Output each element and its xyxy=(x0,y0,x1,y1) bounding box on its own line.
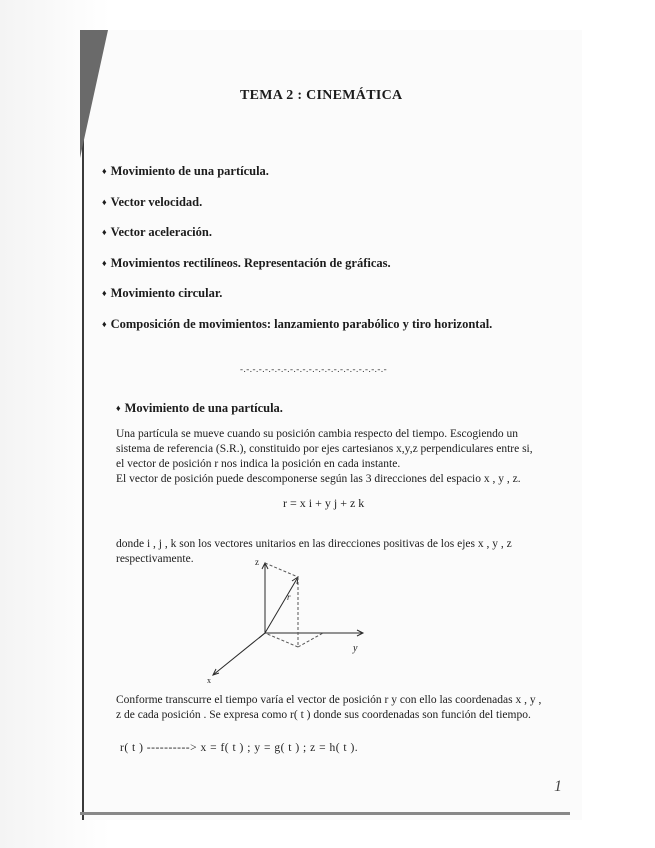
z-axis-label: z xyxy=(255,557,259,567)
time-paragraph xyxy=(116,693,556,723)
topic-item xyxy=(102,163,572,194)
diamond-bullet-icon: ♦ xyxy=(102,288,107,298)
x-axis-label: x xyxy=(207,676,211,685)
topic-item xyxy=(102,194,572,225)
page-title: TEMA 2 : CINEMÁTICA xyxy=(240,88,403,103)
coordinate-axes-diagram xyxy=(195,555,375,685)
section-heading-label: Movimiento de una partícula. xyxy=(124,401,283,415)
topic-list xyxy=(102,163,572,346)
paragraph-line: donde i , j , k son los vectores unitarios en las direcciones positivas de los ejes x , y , z xyxy=(116,538,512,550)
diamond-bullet-icon: ♦ xyxy=(102,227,107,237)
intro-paragraph xyxy=(116,427,556,487)
section-heading xyxy=(116,401,283,416)
topic-label: Vector velocidad. xyxy=(110,194,203,209)
paragraph-line: sistema de referencia (S.R.), constituido por ejes cartesianos x,y,z perpendiculares entre si, xyxy=(116,443,533,455)
diamond-bullet-icon: ♦ xyxy=(102,166,107,176)
paragraph-line: respectivamente. xyxy=(116,553,194,565)
topic-label: Movimiento de una partícula. xyxy=(110,164,269,178)
unit-vector-i xyxy=(259,633,265,638)
folded-corner-mark xyxy=(80,30,110,160)
position-vector-label: r xyxy=(287,592,291,602)
topic-label: Vector aceleración. xyxy=(110,225,212,239)
projection-guide xyxy=(265,563,298,577)
topic-item xyxy=(102,224,572,255)
topic-item xyxy=(102,316,572,347)
x-axis xyxy=(213,633,265,675)
page-number: 1 xyxy=(554,778,562,795)
parametric-equations: r( t ) ----------> x = f( t ) ; y = g( t ) ; z = h( t ). xyxy=(120,742,359,754)
diamond-bullet-icon: ♦ xyxy=(116,403,121,413)
projection-guide xyxy=(265,633,298,647)
projection-guide xyxy=(298,633,323,647)
y-axis-label: y xyxy=(353,643,358,654)
topic-label: Composición de movimientos: lanzamiento parabólico y tiro horizontal. xyxy=(110,316,493,331)
topic-item xyxy=(102,255,572,286)
topic-item xyxy=(102,285,572,316)
diamond-bullet-icon: ♦ xyxy=(102,318,107,329)
dashed-separator: -.-.-.-.-.-.-.-.-.-.-.-.-.-.-.-.-.-.-.-.-.-.-.- xyxy=(240,364,388,374)
scan-bottom-edge xyxy=(80,812,570,815)
paragraph-line: Una partícula se mueve cuando su posición cambia respecto del tiempo. Escogiendo un xyxy=(116,428,519,440)
position-vector-arrow xyxy=(265,577,298,633)
diamond-bullet-icon: ♦ xyxy=(102,196,107,207)
paragraph-line: el vector de posición r nos indica la posición en cada instante. xyxy=(116,458,401,470)
topic-label: Movimientos rectilíneos. Representación de gráficas. xyxy=(110,255,391,270)
paragraph-line: z de cada posición . Se expresa como r( t ) donde sus coordenadas son función del tiempo. xyxy=(116,709,531,721)
diamond-bullet-icon: ♦ xyxy=(102,257,107,268)
position-vector-formula: r = x i + y j + z k xyxy=(283,496,365,510)
topic-label: Movimiento circular. xyxy=(110,286,223,300)
paragraph-line: El vector de posición puede descomponerse según las 3 direcciones del espacio x , y , z. xyxy=(116,473,521,485)
paragraph-line: Conforme transcurre el tiempo varía el vector de posición r y con ello las coordenadas x , y , xyxy=(116,694,542,706)
